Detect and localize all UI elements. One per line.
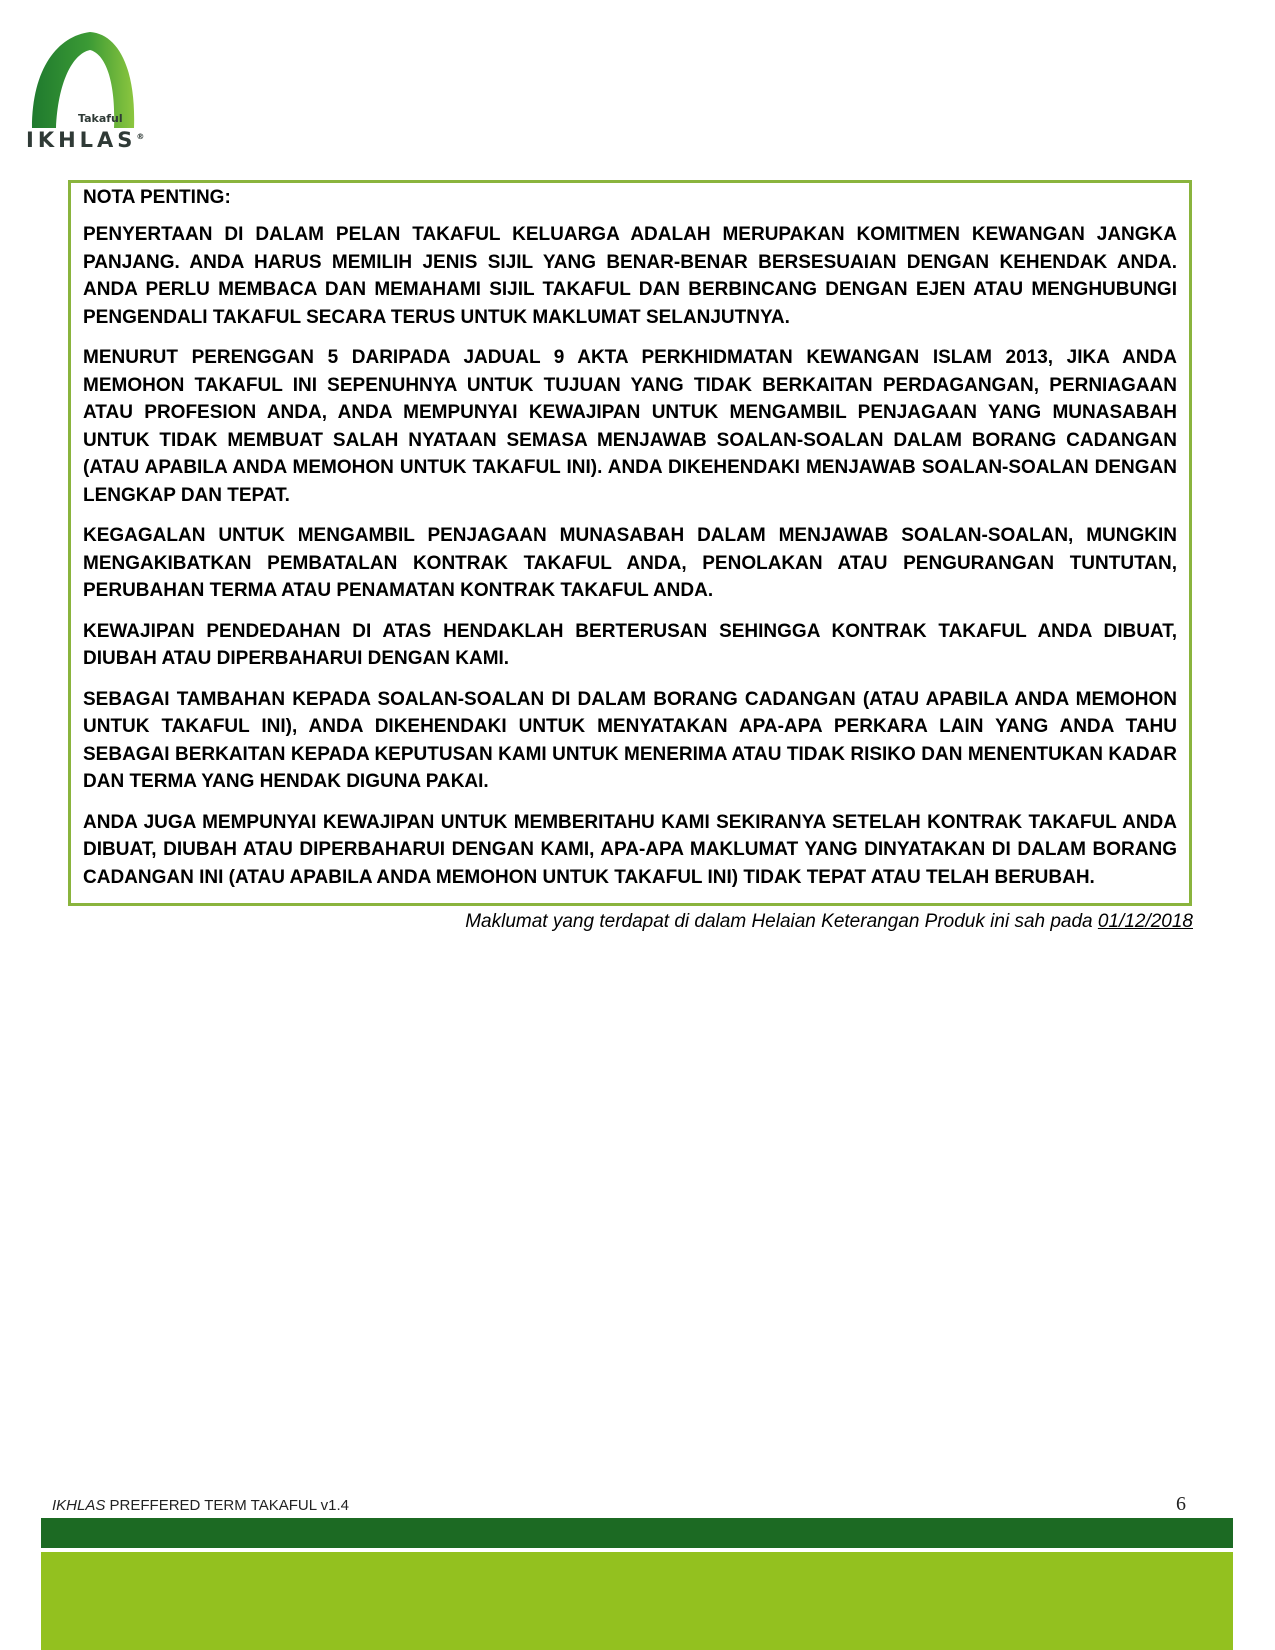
registered-mark: ® [136, 132, 145, 141]
notice-paragraph: ANDA JUGA MEMPUNYAI KEWAJIPAN UNTUK MEMBERITAHU KAMI SEKIRANYA SETELAH KONTRAK TAKAFUL ANDA DIBUAT, DIUBAH ATAU DIPERBAHARUI DENGAN KAMI, APA-APA MAKLUMAT YANG DINYATAKAN DI DALAM BORANG CADANGAN INI (ATAU APABILA ANDA MEMOHON UNTUK TAKAFUL INI) TIDAK TEPAT ATAU TELAH BERUBAH. [83, 811, 1177, 888]
notice-paragraph: KEWAJIPAN PENDEDAHAN DI ATAS HENDAKLAH BERTERUSAN SEHINGGA KONTRAK TAKAFUL ANDA DIBUAT, DIUBAH ATAU DIPERBAHARUI DENGAN KAMI. [83, 620, 1177, 669]
validity-note [300, 910, 1193, 934]
notice-paragraph: PENYERTAAN DI DALAM PELAN TAKAFUL KELUARGA ADALAH MERUPAKAN KOMITMEN KEWANGAN JANGKA PANJANG. ANDA HARUS MEMILIH JENIS SIJIL YANG BENAR-BENAR BERSESUAIAN DENGAN KEHENDAK ANDA. ANDA PERLU MEMBACA DAN MEMAHAMI SIJIL TAKAFUL DAN BERBINCANG DENGAN EJEN ATAU MENGHUBUNGI PENGENDALI TAKAFUL SECARA TERUS UNTUK MAKLUMAT SELANJUTNYA. [83, 224, 1177, 328]
footer-doc-title: PREFFERED TERM TAKAFUL v1.4 [105, 1497, 350, 1514]
footer-document-title [52, 1497, 349, 1514]
logo-wordmark [26, 128, 146, 152]
notice-paragraph: KEGAGALAN UNTUK MENGAMBIL PENJAGAAN MUNASABAH DALAM MENJAWAB SOALAN-SOALAN, MUNGKIN MENGAKIBATKAN PEMBATALAN KONTRAK TAKAFUL ANDA, PENOLAKAN ATAU PENGURANGAN TUNTUTAN, PERUBAHAN TERMA ATAU PENAMATAN KONTRAK TAKAFUL ANDA. [83, 525, 1177, 601]
footer-bar-dark [41, 1518, 1233, 1548]
validity-text: Maklumat yang terdapat di dalam Helaian Keterangan Produk ini sah pada [465, 911, 1098, 932]
page-number: 6 [1176, 1493, 1186, 1515]
notice-paragraph: MENURUT PERENGGAN 5 DARIPADA JADUAL 9 AKTA PERKHIDMATAN KEWANGAN ISLAM 2013, JIKA ANDA MEMOHON TAKAFUL INI SEPENUHNYA UNTUK TUJUAN YANG TIDAK BERKAITAN PERDAGANGAN, PERNIAGAAN ATAU PROFESION ANDA, ANDA MEMPUNYAI KEWAJIPAN UNTUK MENGAMBIL PENJAGAAN YANG MUNASABAH UNTUK TIDAK MEMBUAT SALAH NYATAAN SEMASA MENJAWAB SOALAN-SOALAN DALAM BORANG CADANGAN (ATAU APABILA ANDA MEMOHON UNTUK TAKAFUL INI). ANDA DIKEHENDAKI MENJAWAB SOALAN-SOALAN DENGAN LENGKAP DAN TEPAT. [83, 347, 1177, 506]
notice-paragraph: SEBAGAI TAMBAHAN KEPADA SOALAN-SOALAN DI DALAM BORANG CADANGAN (ATAU APABILA ANDA MEMOHON UNTUK TAKAFUL INI), ANDA DIKEHENDAKI UNTUK MENYATAKAN APA-APA PERKARA LAIN YANG ANDA TAHU SEBAGAI BERKAITAN KEPADA KEPUTUSAN KAMI UNTUK MENERIMA ATAU TIDAK RISIKO DAN MENENTUKAN KADAR DAN TERMA YANG HENDAK DIGUNA PAKAI. [83, 688, 1177, 792]
footer-bar-light [41, 1552, 1233, 1650]
notice-title: NOTA PENTING: [83, 187, 231, 208]
logo-name: IKHLAS [26, 128, 137, 152]
footer-brand: IKHLAS [52, 1497, 106, 1514]
logo-tagline: Takaful [78, 112, 123, 125]
validity-date: 01/12/2018 [1097, 911, 1193, 932]
important-notice-box [68, 180, 1192, 906]
company-logo [18, 28, 168, 158]
